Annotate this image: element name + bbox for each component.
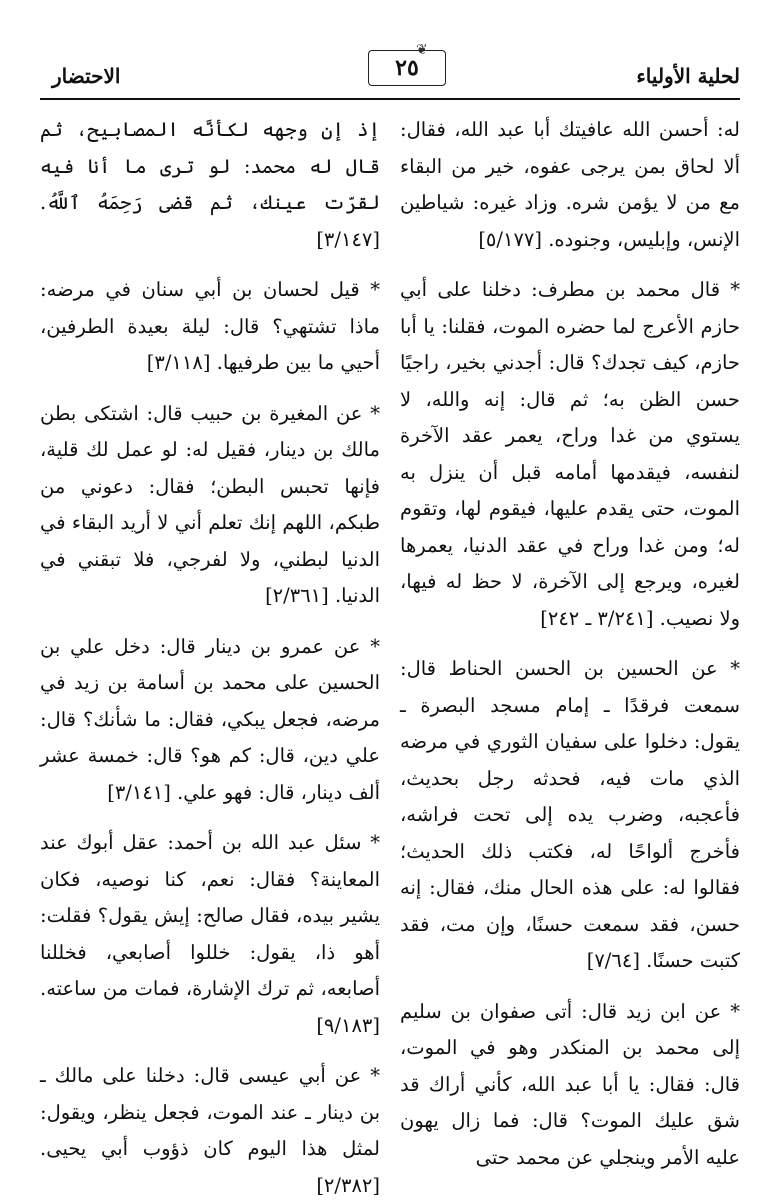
text-entry: * عن الحسين بن الحسن الحناط قال: سمعت فرقدًا ـ إمام مسجد البصرة ـ يقول: دخلوا على سفيان الثوري في مرضه الذي مات فيه، فحدثه رجل بحديث، فأعجبه، وضرب يده إلى تحت فراشه، فأخرج ألواحًا له، فكتب ذلك الحديث؛ فقالوا له: على هذه الحال منك، فقال: إنه حسن، فقد سمعت حسنًا، وإن مت، فقد كتبت حسنًا. [٧/٦٤] xyxy=(400,657,740,972)
text-entry: له: أحسن الله عافيتك أبا عبد الله، فقال: ألا لحاق بمن يرجى عفوه، خير من البقاء مع من لا يؤمن شره. وزاد غيره: شياطين الإنس، وإبليس، وجنوده. [٥/١٧٧] xyxy=(400,118,740,251)
text-entry: * عن ابن زيد قال: أتى صفوان بن سليم إلى محمد بن المنكدر وهو في الموت، قال: فقال: يا أبا عبد الله، كأني أراك قد شق عليك الموت؟ قال: فما زال يهون عليه الأمر وينجلي عن محمد حتى xyxy=(400,999,740,1169)
chapter-title: الاحتضار xyxy=(52,64,121,88)
book-title: لحلية الأولياء xyxy=(636,64,740,88)
text-entry: * قيل لحسان بن أبي سنان في مرضه: ماذا تشتهي؟ قال: ليلة بعيدة الطرفين، أحيي ما بين طرفيها. [٣/١١٨] xyxy=(40,278,380,374)
text-entry: إذ إن وجهه لكأنَّه المصابيح، ثم قال له محمد: لو ترى ما أنا فيه لقرّت عينك، ثم قضى رَحِمَهُ ٱللَّهُ. [٣/١٤٧] xyxy=(40,118,380,251)
text-entry: * سئل عبد الله بن أحمد: عقل أبوك عند المعاينة؟ فقال: نعم، كنا نوصيه، فكان يشير بيده، فقال صالح: إيش يقول؟ فقلت: أهو ذا، يقول: خللوا أصابعي، فخللنا أصابعه، ثم ترك الإشارة، فمات من ساعته. [٩/١٨٣] xyxy=(40,831,380,1037)
left-column xyxy=(40,112,380,1197)
text-entry: * قال محمد بن مطرف: دخلنا على أبي حازم الأعرج لما حضره الموت، فقلنا: يا أبا حازم، كيف تجدك؟ قال: أجدني بخير، راجيًا حسن الظن به؛ ثم قال: إنه والله، لا يستوي من غدا وراح، يعمر عقد الآخرة لنفسه، فيقدمها أمامه قبل أن ينزل به الموت، حتى يقدم عليها، فيقوم لها، وتقوم له؛ ومن غدا وراح في عقد الدنيا، يعمرها لغيره، ويرجع إلى الآخرة، لا حظ له فيها، ولا نصيب. [٣/٢٤١ ـ ٢٤٢] xyxy=(400,278,740,630)
right-column xyxy=(400,112,740,1169)
page-number: ٢٥ xyxy=(368,50,446,86)
text-entry: * عن أبي عيسى قال: دخلنا على مالك ـ بن دينار ـ عند الموت، فجعل ينظر، ويقول: لمثل هذا اليوم كان ذؤوب أبي يحيى. [٢/٣٨٢] xyxy=(40,1064,380,1197)
page-header xyxy=(40,40,740,100)
text-entry: * عن المغيرة بن حبيب قال: اشتكى بطن مالك بن دينار، فقيل له: لو عمل لك قلية، فإنها تحبس البطن؛ فقال: دعوني من طبكم، اللهم إنك تعلم أني لا أريد البقاء في الدنيا لبطني، ولا لفرجي، فلا تبقني في الدنيا. [٢/٣٦١] xyxy=(40,401,380,607)
text-entry: * عن عمرو بن دينار قال: دخل علي بن الحسين على محمد بن أسامة بن زيد في مرضه، فجعل يبكي، فقال: ما شأنك؟ قال: علي دين، قال: كم هو؟ قال: خمسة عشر ألف دينار، قال: فهو علي. [٣/١٤١] xyxy=(40,634,380,804)
header-divider xyxy=(40,98,740,100)
ornament-icon: ❦ xyxy=(416,42,428,58)
